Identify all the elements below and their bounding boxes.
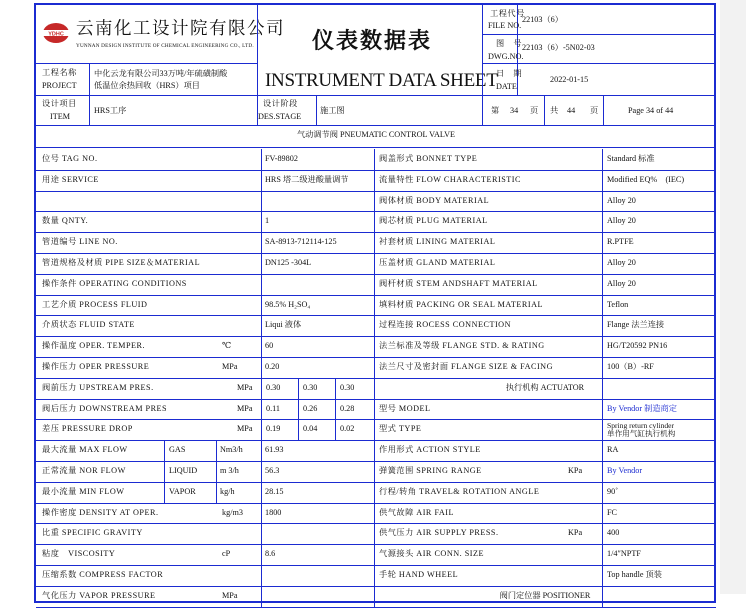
flow-medium: VAPOR	[169, 486, 196, 496]
company-logo-icon	[42, 22, 70, 44]
project-label-en: PROJECT	[42, 81, 77, 90]
field-unit: cP	[222, 549, 231, 559]
field-value: 98.5% H₂SO₄	[265, 299, 311, 309]
field-label: 行程/转角 TRAVEL& ROTATION ANGLE	[379, 486, 540, 496]
field-label: 流量特性 FLOW CHARACTERISTIC	[379, 174, 521, 184]
field-value: FC	[607, 507, 618, 517]
field-value: 56.3	[265, 466, 280, 475]
positioner-title: 阀门定位器 POSITIONER	[499, 590, 591, 600]
field-label: 阀芯材质 PLUG MATERIAL	[379, 216, 488, 226]
field-value: 61.93	[265, 445, 284, 455]
field-value: 100（B）-RF	[607, 362, 654, 371]
field-value: 1	[265, 216, 270, 226]
field-label: 弹簧范围 SPRING RANGE	[379, 466, 482, 475]
field-value-2: 0.30	[303, 382, 318, 392]
field-value: By Vendor	[607, 466, 643, 475]
project-label-cn: 工程名称	[42, 68, 77, 77]
field-value: HG/T20592 PN16	[607, 341, 668, 351]
field-value: Standard 标准	[607, 154, 655, 163]
field-label: 气化压力 VAPOR PRESSURE	[42, 590, 156, 600]
item-label-cn: 设计项目	[42, 99, 77, 108]
field-label: 差压 PRESSURE DROP	[42, 424, 133, 434]
field-label: 数量 QNTY.	[42, 216, 89, 226]
field-label: 比重 SPECIFIC GRAVITY	[42, 528, 143, 538]
field-value: HRS 塔二级进酸量调节	[265, 174, 349, 184]
field-label: 阀后压力 DOWNSTREAM PRES	[42, 403, 168, 413]
field-value-cn: 单作用气缸执行机构	[607, 429, 676, 439]
field-label: 阀杆材质 STEM ANDSHAFT MATERIAL	[379, 278, 538, 288]
company-name-en: YUNNAN DESIGN INSTITUTE OF CHEMICAL ENGINEERING CO., LTD.	[76, 43, 254, 49]
field-value: SA-8913-712114-125	[265, 237, 337, 247]
title-en: INSTRUMENT DATA SHEET	[265, 70, 498, 91]
field-label: 管道规格及材质 PIPE SIZE＆MATERIAL	[42, 258, 201, 267]
field-value: Modified EQ% (IEC)	[607, 174, 685, 184]
field-label: 阀体材质 BODY MATERIAL	[379, 195, 490, 205]
dwg-no-value: 22103（6）-5N02-03	[522, 43, 595, 52]
actuator-title: 执行机构 ACTUATOR	[505, 382, 585, 392]
field-label: 正常流量 NOR FLOW	[42, 466, 126, 475]
field-unit: ℃	[222, 341, 232, 351]
field-value: Spring return cylinder	[607, 421, 675, 431]
field-value: Teflon	[607, 299, 629, 309]
field-label: 最小流量 MIN FLOW	[42, 486, 125, 496]
total-pages: 44	[567, 106, 576, 115]
field-label: 压盖材质 GLAND MATERIAL	[379, 258, 496, 267]
field-unit: KPa	[568, 466, 583, 475]
field-value: Alloy 20	[607, 195, 636, 205]
field-value: Top handle 顶装	[607, 570, 662, 579]
field-label: 型号 MODEL	[379, 403, 431, 413]
field-label: 操作条件 OPERATING CONDITIONS	[42, 278, 187, 288]
field-value-2: 0.04	[303, 424, 318, 434]
field-label: 操作压力 OPER PRESSURE	[42, 362, 150, 371]
field-label: 操作温度 OPER. TEMPER.	[42, 341, 146, 351]
item-value: HRS工序	[94, 106, 127, 115]
field-label: 填料材质 PACKING OR SEAL MATERIAL	[379, 299, 544, 309]
field-value: FV-89802	[265, 154, 298, 163]
date-label-en: DATE	[496, 82, 517, 91]
field-value: 1/4″NPTF	[607, 549, 641, 559]
field-label: 过程连接 ROCESS CONNECTION	[379, 320, 512, 330]
field-unit: Nm3/h	[220, 445, 243, 455]
field-value-3: 0.02	[340, 424, 355, 434]
field-value: Alloy 20	[607, 278, 636, 288]
field-value: By Vendor 制造商定	[607, 403, 677, 413]
field-value: RA	[607, 445, 619, 455]
svg-text:YDHC: YDHC	[48, 31, 64, 38]
field-label: 供气压力 AIR SUPPLY PRESS.	[379, 528, 499, 538]
page-unit: 页	[530, 106, 539, 115]
field-label: 法兰标准及等级 FLANGE STD. & RATING	[379, 341, 545, 351]
field-value-3: 0.28	[340, 403, 355, 413]
field-value: Flange 法兰连接	[607, 320, 665, 330]
field-value-2: 0.26	[303, 403, 318, 413]
field-label: 手轮 HAND WHEEL	[379, 570, 459, 579]
field-label: 管道编号 LINE NO.	[42, 237, 118, 247]
field-label: 操作密度 DENSITY AT OPER.	[42, 507, 159, 517]
field-value: 400	[607, 528, 620, 538]
field-label: 位号 TAG NO.	[42, 154, 98, 163]
field-value: 60	[265, 341, 274, 351]
field-unit: MPa	[222, 590, 238, 600]
date-label-cn: 日 期	[496, 69, 523, 78]
project-name-line1: 中化云龙有限公司33万吨/年硫磺制酸	[94, 69, 228, 78]
field-unit: kg/m3	[222, 507, 243, 517]
stage-label-cn: 设计阶段	[263, 99, 298, 108]
page-of: Page 34 of 44	[628, 106, 674, 115]
field-unit: MPa	[237, 424, 253, 434]
field-label: 粘度 VISCOSITY	[42, 549, 116, 559]
title-cn: 仪表数据表	[312, 28, 433, 53]
field-value: 0.20	[265, 362, 280, 371]
field-label: 阀前压力 UPSTREAM PRES.	[42, 382, 154, 392]
date-value: 2022-01-15	[550, 75, 589, 84]
item-label-en: ITEM	[50, 112, 71, 121]
field-value: Alloy 20	[607, 258, 636, 267]
field-unit: KPa	[568, 528, 583, 538]
field-value: R.PTFE	[607, 237, 634, 247]
field-value: Alloy 20	[607, 216, 636, 226]
field-label: 供气故障 AIR FAIL	[379, 507, 455, 517]
field-label: 工艺介质 PROCESS FLUID	[42, 299, 148, 309]
total-label: 共	[550, 106, 559, 115]
field-unit: MPa	[222, 362, 238, 371]
field-label: 用途 SERVICE	[42, 174, 99, 184]
field-label: 介质状态 FLUID STATE	[42, 320, 135, 330]
field-label: 压缩系数 COMPRESS FACTOR	[42, 570, 164, 579]
flow-medium: LIQUID	[169, 466, 198, 475]
file-no-label-cn: 工程代号	[490, 9, 525, 18]
field-label: 型式 TYPE	[379, 424, 422, 434]
project-name-line2: 低温位余热回收（HRS）项目	[94, 81, 200, 90]
field-unit: kg/h	[220, 486, 235, 496]
field-value: 90˚	[607, 486, 618, 496]
flow-medium: GAS	[169, 445, 186, 455]
field-label: 气源接头 AIR CONN. SIZE	[379, 549, 485, 559]
file-no-value: 22103（6）	[522, 15, 563, 24]
field-value-1: 0.19	[266, 424, 281, 434]
field-label: 作用形式 ACTION STYLE	[379, 445, 481, 455]
field-value-1: 0.30	[266, 382, 281, 392]
field-value: 28.15	[265, 486, 284, 496]
field-value: Liqui 液体	[265, 320, 302, 330]
field-value: 8.6	[265, 549, 276, 559]
stage-value: 施工图	[320, 106, 345, 115]
total-unit: 页	[590, 106, 599, 115]
section-title: 气动调节阀 PNEUMATIC CONTROL VALVE	[296, 130, 456, 139]
company-name-cn: 云南化工设计院有限公司	[76, 18, 285, 38]
field-value: DN125 -304L	[265, 258, 312, 267]
file-no-label-en: FILE NO.	[488, 21, 522, 30]
page-number: 34	[510, 106, 519, 115]
dwg-no-label-cn: 图 号	[496, 39, 523, 48]
field-label: 最大流量 MAX FLOW	[42, 445, 128, 455]
dwg-no-label-en: DWG.NO.	[488, 52, 524, 61]
field-value: 1800	[265, 507, 282, 517]
window-edge	[720, 0, 746, 594]
field-unit: MPa	[237, 403, 253, 413]
field-label: 法兰尺寸及密封面 FLANGE SIZE & FACING	[379, 362, 554, 371]
field-value-3: 0.30	[340, 382, 355, 392]
page-label: 第	[491, 106, 500, 115]
field-unit: m 3/h	[220, 466, 239, 475]
field-label: 衬套材质 LINING MATERIAL	[379, 237, 496, 247]
field-value-1: 0.11	[266, 403, 281, 413]
data-sheet	[34, 3, 716, 603]
field-label: 阀盖形式 BONNET TYPE	[379, 154, 478, 163]
stage-label-en: DES.STAGE	[258, 112, 302, 121]
field-unit: MPa	[237, 382, 253, 392]
